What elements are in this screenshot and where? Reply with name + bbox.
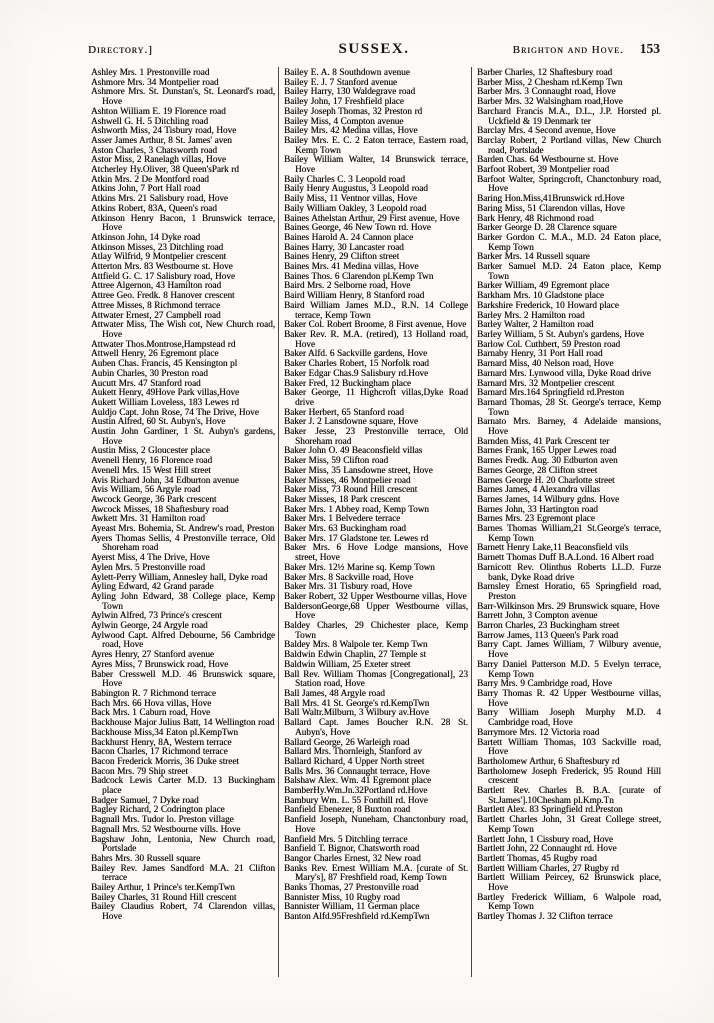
directory-entry: Ayres Henry, 27 Stanford avenue	[91, 649, 214, 660]
directory-entry: Barnes John, 33 Hartington road	[477, 503, 598, 514]
directory-entry: Atkins Robert, 83A, Queen's road	[91, 202, 217, 213]
directory-entry: Baker Miss, 73 Round Hill crescent	[284, 484, 418, 495]
directory-entry: Austin Alfred, 60 St. Aubyn's, Hove	[91, 416, 226, 427]
directory-entry: Banton Alfd.95Freshfield rd.KempTwn	[284, 911, 430, 922]
directory-entry: Barr-Wilkinson Mrs. 29 Brunswick square, Hove	[477, 600, 660, 611]
directory-entry: Barker George D. 28 Clarence square	[477, 222, 617, 233]
directory-entry: Barnes Frank, 165 Upper Lewes road	[477, 445, 617, 456]
directory-entry: Bartlett Charles John, 31 Great College street, Kemp Town	[477, 814, 661, 834]
directory-entry: Baily Miss, 11 Ventnor villas, Hove	[284, 193, 417, 204]
directory-entry: BamberHy.Wm.Jn.32Portland rd.Hove	[284, 785, 428, 796]
directory-entry: Bartley Thomas J. 32 Clifton terrace	[477, 911, 613, 922]
directory-entry: Atterton Mrs. 83 Westbourne st. Hove	[91, 261, 233, 272]
directory-entry: Avenell Henry, 16 Florence road	[91, 455, 213, 466]
directory-entry: Banks Thomas, 27 Prestonville road	[284, 882, 419, 893]
directory-entry: Atlay Wilfrid, 9 Montpelier crescent	[91, 251, 227, 262]
directory-entry: Atkinson Misses, 23 Ditchling road	[91, 241, 224, 252]
directory-entry: Ayers Thomas Sellis, 4 Prestonville terrace, Old Shoreham road	[91, 532, 275, 553]
directory-entry: Baker Fred, 12 Buckingham place	[284, 377, 411, 388]
directory-entry: Barker Mrs. 14 Russell square	[477, 251, 590, 262]
directory-entry: Barnsley Ernest Horatio, 65 Springfield road, Preston	[477, 581, 661, 601]
directory-entry: Bailey Rev. James Sandford M.A. 21 Clifton terrace	[91, 862, 275, 883]
directory-entry: Baker Mrs. 12½ Marine sq. Kemp Town	[284, 561, 435, 572]
directory-entry: Ashworth Miss, 24 Tisbury road, Hove	[91, 125, 237, 136]
directory-entry: Babington R. 7 Richmond terrace	[91, 688, 216, 698]
directory-entry: Bartley Frederick William, 6 Walpole road, Kemp Town	[477, 891, 661, 912]
directory-entry: Bach Mrs. 66 Hova villas, Hove	[91, 697, 212, 708]
directory-entry: Ballard Richard, 4 Upper North street	[284, 755, 425, 766]
directory-entry: Ashton William E. 19 Florence road	[91, 105, 226, 116]
directory-entry: Barrow James, 113 Queen's Park road	[477, 629, 619, 640]
directory-entry: Ashmore Mrs. 34 Montpelier road	[91, 76, 219, 87]
directory-entry: Bambury Wm. L. 55 Fonthill rd. Hove	[284, 794, 428, 805]
directory-entry: Barnes George H. 20 Charlotte street	[477, 474, 615, 485]
directory-entry: Auldjo Capt. John Rose, 74 The Drive, Hove	[91, 406, 259, 417]
directory-entry: Baker Jesse, 23 Prestonville terrace, Old Shoreham road	[284, 426, 468, 446]
directory-entry: Baker Mrs. 1 Belvedere terrace	[284, 513, 401, 524]
directory-entry: Baker Edgar Chas.9 Salisbury rd.Hove	[284, 367, 429, 378]
header-right	[409, 41, 660, 57]
county-title: SUSSEX.	[338, 41, 410, 57]
directory-entry: Backhurst Henry, 8A, Western terrace	[91, 736, 232, 747]
directory-entry: Aylett-Perry William, Annesley hall, Dyke road	[91, 571, 268, 582]
directory-entry: Avenell Mrs. 15 West Hill street	[91, 464, 211, 475]
directory-entry: Barnard Mrs.164 Springfield rd.Preston	[477, 387, 625, 398]
directory-entry: Atkins Mrs. 21 Salisbury road, Hove	[91, 193, 229, 204]
directory-entry: Baker Alfd. 6 Sackville gardens, Hove	[284, 348, 428, 359]
directory-entry: Barfoot Walter, Springcroft, Chanctonbury road, Hove	[477, 173, 661, 194]
directory-entry: Ballard George, 26 Warleigh road	[284, 736, 410, 747]
directory-entry: Bailey E. A. 8 Southdown avenue	[284, 67, 410, 77]
directory-entry: Baker Charles Robert, 15 Norfolk road	[284, 358, 429, 369]
directory-entry: Barry Daniel Patterson M.D. 5 Evelyn terrace, Kemp Town	[477, 658, 661, 679]
directory-entry: Bailey Arthur, 1 Prince's ter.KempTwn	[91, 882, 235, 893]
directory-entry: Barker William, 49 Egremont place	[477, 280, 610, 291]
directory-entry: Attfield G. C. 17 Salisbury road, Hove	[91, 270, 235, 281]
directory-entry: Barkshire Frederick, 10 Howard place	[477, 299, 619, 310]
directory-entry: Baines Harry, 30 Lancaster road	[284, 241, 404, 252]
directory-entry: Awcock George, 36 Park crescent	[91, 493, 217, 504]
directory-entry: Attree Algernon, 43 Hamilton road	[91, 280, 222, 291]
directory-entry: Barden Chas. 64 Westbourne st. Hove	[477, 154, 619, 165]
directory-entry: Baker George, 11 Highcroft villas,Dyke Road drive	[284, 387, 468, 407]
directory-entry: Ball Rev. William Thomas [Congregational], 23 Station road, Hove	[284, 668, 468, 689]
directory-entry: Ballard Capt. James Boucher R.N. 28 St. Aubyn's, Hove	[284, 717, 468, 737]
directory-entry: Banfield Ebenezer, 8 Buxton road	[284, 804, 411, 815]
directory-entry: Barnes James, 4 Alexandra villas	[477, 484, 600, 495]
directory-entry: Baker Rev. R. M.A. (retired), 13 Holland road, Hove	[284, 328, 468, 349]
directory-entry: Bartholomew Joseph Frederick, 95 Round Hill crescent	[477, 765, 661, 786]
directory-entry: Attwater Thos.Montrose,Hampstead rd	[91, 338, 236, 349]
directory-entry: Barker Gordon C. M.A., M.D. 24 Eaton place, Kemp Town	[477, 231, 661, 252]
directory-entry: Barnicott Rev. Olinthus Roberts LL.D. Furze bank, Dyke Road drive	[477, 561, 661, 582]
directory-entry: Bailey Harry, 130 Waldegrave road	[284, 86, 416, 97]
directory-entry: Barnett Henry Lake,11 Beaconsfield vils	[477, 542, 629, 553]
directory-entry: Barnett Thomas Duff B.A.Lond. 16 Albert road	[477, 552, 654, 563]
directory-entry: Austin Miss, 2 Gloucester place	[91, 445, 210, 456]
directory-entry: Barrymore Mrs. 12 Victoria road	[477, 726, 600, 737]
directory-entry: Bartlett William Peircey, 62 Brunswick place, Hove	[477, 872, 661, 893]
directory-entry: Bagnall Mrs. Tudor lo. Preston village	[91, 814, 234, 825]
directory-entry: Aylwin Alfred, 73 Prince's crescent	[91, 610, 222, 621]
directory-entry: Baird William Henry, 8 Stanford road	[284, 290, 425, 301]
directory-entry: Barber Miss, 2 Chesham rd.Kemp Twn	[477, 76, 623, 87]
directory-entry: Balshaw Alex. Wm. 41 Egremont place	[284, 775, 432, 786]
directory-entry: Barnden Miss, 41 Park Crescent ter	[477, 435, 610, 446]
directory-entry: Bangor Charles Ernest, 32 New road	[284, 852, 421, 863]
directory-entry: Bannister William, 11 German place	[284, 901, 420, 912]
directory-entry: Bacon Mrs. 79 Ship street	[91, 765, 188, 776]
directory-entry: Baber Cresswell M.D. 46 Brunswick square, Hove	[91, 668, 275, 689]
directory-entry: Ayres Miss, 7 Brunswick road, Hove	[91, 658, 229, 669]
directory-entry: Barchard Francis M.A., D.L., J.P. Horsted pl. Uckfield & 19 Denmark ter	[477, 105, 661, 126]
directory-entry: Baily Henry Augustus, 3 Leopold road	[284, 183, 428, 194]
directory-entry: Ayerst Miss, 4 The Drive, Hove	[91, 552, 210, 563]
directory-entry: Aukett William Loveless, 183 Lewes rd	[91, 396, 239, 407]
directory-entry: Atkinson John, 14 Dyke road	[91, 231, 201, 242]
directory-entry: Barry Thomas R. 42 Upper Westbourne villas, Hove	[477, 688, 661, 708]
directory-entry: Bahrs Mrs. 30 Russell square	[91, 852, 201, 863]
directory-entry: Baines George, 46 New Town rd. Hove	[284, 222, 431, 233]
directory-entry: Attwater Miss, The Wish cot, New Church road, Hove	[91, 319, 275, 339]
directory-entry: Barnard Thomas, 28 St. George's terrace, Kemp Town	[477, 396, 661, 417]
directory-entry: Bagnall Mrs. 52 Westbourne vills. Hove	[91, 823, 241, 834]
directory-entry: Baker Robert, 32 Upper Westbourne villas, Hove	[284, 590, 467, 601]
directory-entry: Bailey William Walter, 14 Brunswick terrace, Hove	[284, 154, 468, 175]
directory-entry: Bannister Miss, 10 Rugby road	[284, 891, 400, 902]
column-2	[278, 67, 471, 977]
directory-entry: Ashley Mrs. 1 Prestonville road	[91, 67, 210, 77]
directory-entry: Barnaby Henry, 31 Port Hall road	[477, 348, 603, 359]
directory-entry: Barnato Mrs. Barney, 4 Adelaide mansions, Hove	[477, 416, 661, 437]
directory-entry: Baker Herbert, 65 Stanford road	[284, 406, 404, 417]
directory-entry: Ashwell G. H. 5 Ditchling road	[91, 115, 209, 126]
directory-entry: Baker Mrs. 17 Gladstone ter. Lewes rd	[284, 532, 429, 543]
directory-entry: Atcherley Hy.Oliver, 38 Queen'sPark rd	[91, 164, 239, 175]
directory-entry: Banfield T. Bignor, Chatsworth road	[284, 843, 420, 854]
directory-entry: Aylwin George, 24 Argyle road	[91, 620, 208, 631]
directory-entry: Aylen Mrs. 5 Prestonville road	[91, 561, 205, 572]
directory-columns	[86, 67, 664, 977]
directory-entry: Baldwin William, 25 Exeter street	[284, 658, 411, 669]
directory-entry: Balls Mrs. 36 Connaught terrace, Hove	[284, 765, 430, 776]
directory-entry: Baker Miss, 35 Lansdowne street, Hove	[284, 464, 433, 475]
directory-entry: Badcock Lewis Carter M.D. 13 Buckingham place	[91, 775, 275, 796]
directory-entry: Attwell Henry, 26 Egremont place	[91, 348, 219, 359]
directory-entry: Auben Chas. Francis, 45 Kensington pl	[91, 358, 238, 369]
directory-entry: Bailey Charles, 31 Round Hill crescent	[91, 891, 237, 902]
directory-entry: Baird William James M.D., R.N. 14 College terrace, Kemp Town	[284, 299, 468, 320]
directory-entry: Atkin Mrs. 2 De Montford road	[91, 173, 209, 184]
directory-entry: Baines Mrs. 41 Medina villas, Hove	[284, 261, 419, 272]
directory-entry: Bailey John, 17 Freshfield place	[284, 96, 404, 107]
directory-entry: Aucutt Mrs. 47 Stanford road	[91, 377, 201, 388]
column-1	[86, 67, 278, 977]
directory-entry: Bartlett William Charles, 27 Rugby rd	[477, 862, 619, 873]
directory-entry: Bark Henry, 48 Richmond road	[477, 212, 594, 223]
directory-entry: Baines Harold A. 24 Cannon place	[284, 231, 414, 242]
directory-entry: Bartlett Alex. 83 Springfield rd.Preston	[477, 804, 623, 815]
directory-entry: Bailey Joseph Thomas, 32 Preston rd	[284, 105, 423, 116]
directory-entry: Bailey Mrs. 42 Medina villas, Hove	[284, 125, 418, 136]
directory-entry: Astor Miss, 2 Ranelagh villas, Hove	[91, 154, 226, 165]
directory-entry: Barry William Joseph Murphy M.D. 4 Cambridge road, Hove	[477, 707, 661, 728]
directory-entry: Bartlett John, 1 Cissbury road, Hove	[477, 833, 613, 844]
section-label: Brighton and Hove.	[512, 44, 624, 56]
directory-entry: Ashmore Mrs. St. Dunstan's, St. Leonard's road, Hove	[91, 86, 275, 107]
directory-entry: Barley William, 5 St. Aubyn's gardens, Hove	[477, 328, 644, 339]
directory-entry: Baker Miss, 59 Clifton road	[284, 455, 389, 466]
directory-entry: Bartholomew Arthur, 6 Shaftesbury rd	[477, 755, 620, 766]
directory-entry: Barnard Mrs. 32 Montpelier crescent	[477, 377, 615, 388]
directory-entry: Baker Mrs. 1 Abbey road, Kemp Town	[284, 503, 429, 514]
directory-entry: Backhouse Miss,34 Eaton pl.KempTwn	[91, 726, 238, 737]
directory-entry: Bacon Charles, 17 Richmond terrace	[91, 746, 228, 757]
directory-entry: Bailey E. J. 7 Stanford avenue	[284, 76, 397, 87]
directory-entry: Awkett Mrs. 31 Hamilton road	[91, 513, 205, 524]
directory-entry: Bagshaw John, Lentonia, New Church road, Portslade	[91, 833, 275, 854]
directory-entry: Baines Athelstan Arthur, 29 First avenue, Hove	[284, 212, 460, 223]
directory-entry: Ayling John Edward, 38 College place, Kemp Town	[91, 590, 275, 611]
directory-entry: Baker Misses, 18 Park crescent	[284, 493, 401, 504]
directory-entry: Bagley Richard, 2 Codrington place	[91, 804, 225, 815]
directory-entry: Ball Waltr.Milburn, 3 Wilbury av.Hove	[284, 707, 429, 718]
directory-entry: Barclay Robert, 2 Portland villas, New Church road, Portslade	[477, 134, 661, 155]
page-header	[88, 41, 660, 58]
directory-entry: Ballard Mrs. Thornleigh, Stanford av	[284, 746, 422, 757]
directory-entry: Bacon Frederick Morris, 36 Duke street	[91, 755, 239, 766]
directory-entry: Baker Mrs. 31 Tisbury road, Hove	[284, 581, 412, 592]
directory-entry: Ayeast Mrs. Bohemia, St. Andrew's road, Preston	[91, 523, 275, 534]
directory-entry: Barry Mrs. 9 Cambridge road, Hove	[477, 678, 612, 689]
directory-entry: Bartlett Rev. Charles B. B.A. [curate of St.James'].10Chesham pl.Kmp.Tn	[477, 785, 661, 805]
directory-entry: Barley Walter, 2 Hamilton road	[477, 319, 594, 330]
directory-entry: Barber Charles, 12 Shaftesbury road	[477, 67, 613, 77]
directory-entry: Baker Mrs. 8 Sackville road, Hove	[284, 571, 414, 582]
directory-entry: Ball James, 48 Argyle road	[284, 688, 385, 698]
directory-entry: Baker Col. Robert Broome, 8 First avenue, Hove	[284, 319, 467, 330]
directory-entry: Barfoot Robert, 39 Montpelier road	[477, 164, 610, 175]
directory-entry: Avis Richard John, 34 Edburton avenue	[91, 474, 239, 485]
directory-entry: Barnes Fredk. Aug. 30 Edburton aven	[477, 455, 618, 466]
directory-entry: Banks Rev. Ernest William M.A. [curate of St. Mary's], 87 Freshfield road, Kemp Town	[284, 862, 468, 883]
page-number: 153	[639, 41, 661, 56]
directory-entry: Ball Mrs. 41 St. George's rd.KempTwn	[284, 697, 430, 708]
directory-entry: Barkham Mrs. 10 Gladstone place	[477, 290, 604, 301]
directory-entry: Barnes Mrs. 23 Egremont place	[477, 513, 595, 524]
directory-entry: Attwater Ernest, 27 Campbell road	[91, 309, 221, 320]
directory-entry: Atkins John, 7 Port Hall road	[91, 183, 201, 194]
directory-entry: Barron Charles, 23 Buckingham street	[477, 620, 620, 631]
directory-entry: Barry Capt. James William, 7 Wilbury avenue, Hove	[477, 639, 661, 660]
directory-entry: Barlow Col. Cuthbert, 59 Preston road	[477, 338, 621, 349]
directory-entry: Barber Mrs. 3 Connaught road, Hove	[477, 86, 616, 97]
directory-entry: Bartlett Thomas, 45 Rugby road	[477, 852, 597, 863]
directory-label: Directory.]	[88, 44, 153, 56]
directory-entry: Barrett John, 3 Compton avenue	[477, 610, 598, 621]
directory-entry: Barker Samuel M.D. 24 Eaton place, Kemp Town	[477, 261, 661, 281]
directory-entry: Austin John Gardiner, 1 St. Aubyn's gardens, Hove	[91, 426, 275, 446]
directory-entry: Barclay Mrs. 4 Second avenue, Hove	[477, 125, 616, 136]
directory-entry: Baring Miss, 51 Clarendon villas, Hove	[477, 202, 625, 213]
directory-entry: Banfield Joseph, Nuneham, Chanctonbury road, Hove	[284, 814, 468, 834]
directory-entry: Barnes George, 28 Clifton street	[477, 464, 598, 475]
directory-entry: Baines Henry, 29 Clifton street	[284, 251, 400, 262]
directory-entry: Bailey Miss, 4 Compton avenue	[284, 115, 404, 126]
directory-entry: Avis William, 56 Argyle road	[91, 484, 201, 495]
directory-entry: Barnes James, 14 Wilbury gdns. Hove	[477, 493, 620, 504]
directory-entry: Barley Mrs. 2 Hamilton road	[477, 309, 585, 320]
directory-entry: Baker Misses, 46 Montpelier road	[284, 474, 411, 485]
directory-entry: Asser James Arthur, 8 St. James' aven	[91, 134, 232, 145]
directory-entry: Baines Thos. 6 Clarendon pl.Kemp Twn	[284, 270, 434, 281]
directory-entry: Barnard Miss, 40 Nelson road, Hove	[477, 358, 614, 369]
directory-entry: Baldey Charles, 29 Chichester place, Kemp Town	[284, 620, 468, 640]
directory-entry: BaldersonGeorge,68 Upper Westbourne villas, Hove	[284, 600, 468, 621]
directory-entry: Baldey Mrs. 8 Walpole ter. Kemp Twn	[284, 639, 428, 650]
directory-entry: Barber Mrs. 32 Walsingham road,Hove	[477, 96, 623, 107]
directory-entry: Attree Misses, 8 Richmond terrace	[91, 299, 221, 310]
directory-entry: Barnard Mrs. Lynwood villa, Dyke Road drive	[477, 367, 651, 378]
directory-entry: Bailey Claudius Robert, 74 Clarendon villas, Hove	[91, 901, 275, 922]
directory-entry: Baker Mrs. 6 Hove Lodge mansions, Hove street, Hove	[284, 542, 468, 563]
directory-entry: Baird Mrs. 2 Selborne road, Hove	[284, 280, 411, 291]
directory-entry: Baldwin Edwin Chaplin, 27 Temple st	[284, 649, 427, 660]
directory-entry: Aukett Henry, 49Hove Park villas,Hove	[91, 387, 240, 398]
directory-entry: Back Mrs. 1 Caburn road, Hove	[91, 707, 211, 718]
directory-entry: Aston Charles, 3 Chatsworth road	[91, 144, 217, 155]
directory-entry: Banfield Mrs. 5 Ditchling terrace	[284, 833, 408, 844]
directory-entry: Baker Mrs. 63 Buckingham road	[284, 523, 406, 534]
directory-entry: Bartlett John, 22 Connaught rd. Hove	[477, 843, 617, 854]
directory-entry: Bailey Mrs. E. C. 2 Eaton terrace, Eastern road, Kemp Town	[284, 134, 468, 155]
directory-entry: Baily William Oakley, 3 Leopold road	[284, 202, 427, 213]
directory-entry: Bartett William Thomas, 103 Sackville road, Hove	[477, 736, 661, 757]
directory-entry: Aubin Charles, 30 Preston road	[91, 367, 208, 378]
directory-entry: Awcock Misses, 18 Shaftesbury road	[91, 503, 229, 514]
directory-entry: Baily Charles C. 3 Leopold road	[284, 173, 405, 184]
column-3	[471, 67, 664, 977]
directory-entry: Baring Hon.Miss,41Brunswick rd.Hove	[477, 193, 625, 204]
directory-entry: Barnes Thomas William,21 St.George's terrace, Kemp Town	[477, 523, 661, 543]
directory-entry: Baker J. 2 Lansdowne square, Hove	[284, 416, 418, 427]
directory-entry: Attree Geo. Fredk. 8 Hanover crescent	[91, 290, 235, 301]
directory-entry: Ayling Edward, 42 Grand parade	[91, 581, 214, 592]
directory-entry: Atkinson Henry Bacon, 1 Brunswick terrace, Hove	[91, 212, 275, 233]
directory-entry: Baker John O. 49 Beaconsfield villas	[284, 445, 423, 456]
directory-entry: Aylwood Capt. Alfred Debourne, 56 Cambridge road, Hove	[91, 629, 275, 650]
directory-entry: Badger Samuel, 7 Dyke road	[91, 794, 199, 805]
directory-entry: Backhouse Major Julius Batt, 14 Wellington road	[91, 717, 275, 728]
